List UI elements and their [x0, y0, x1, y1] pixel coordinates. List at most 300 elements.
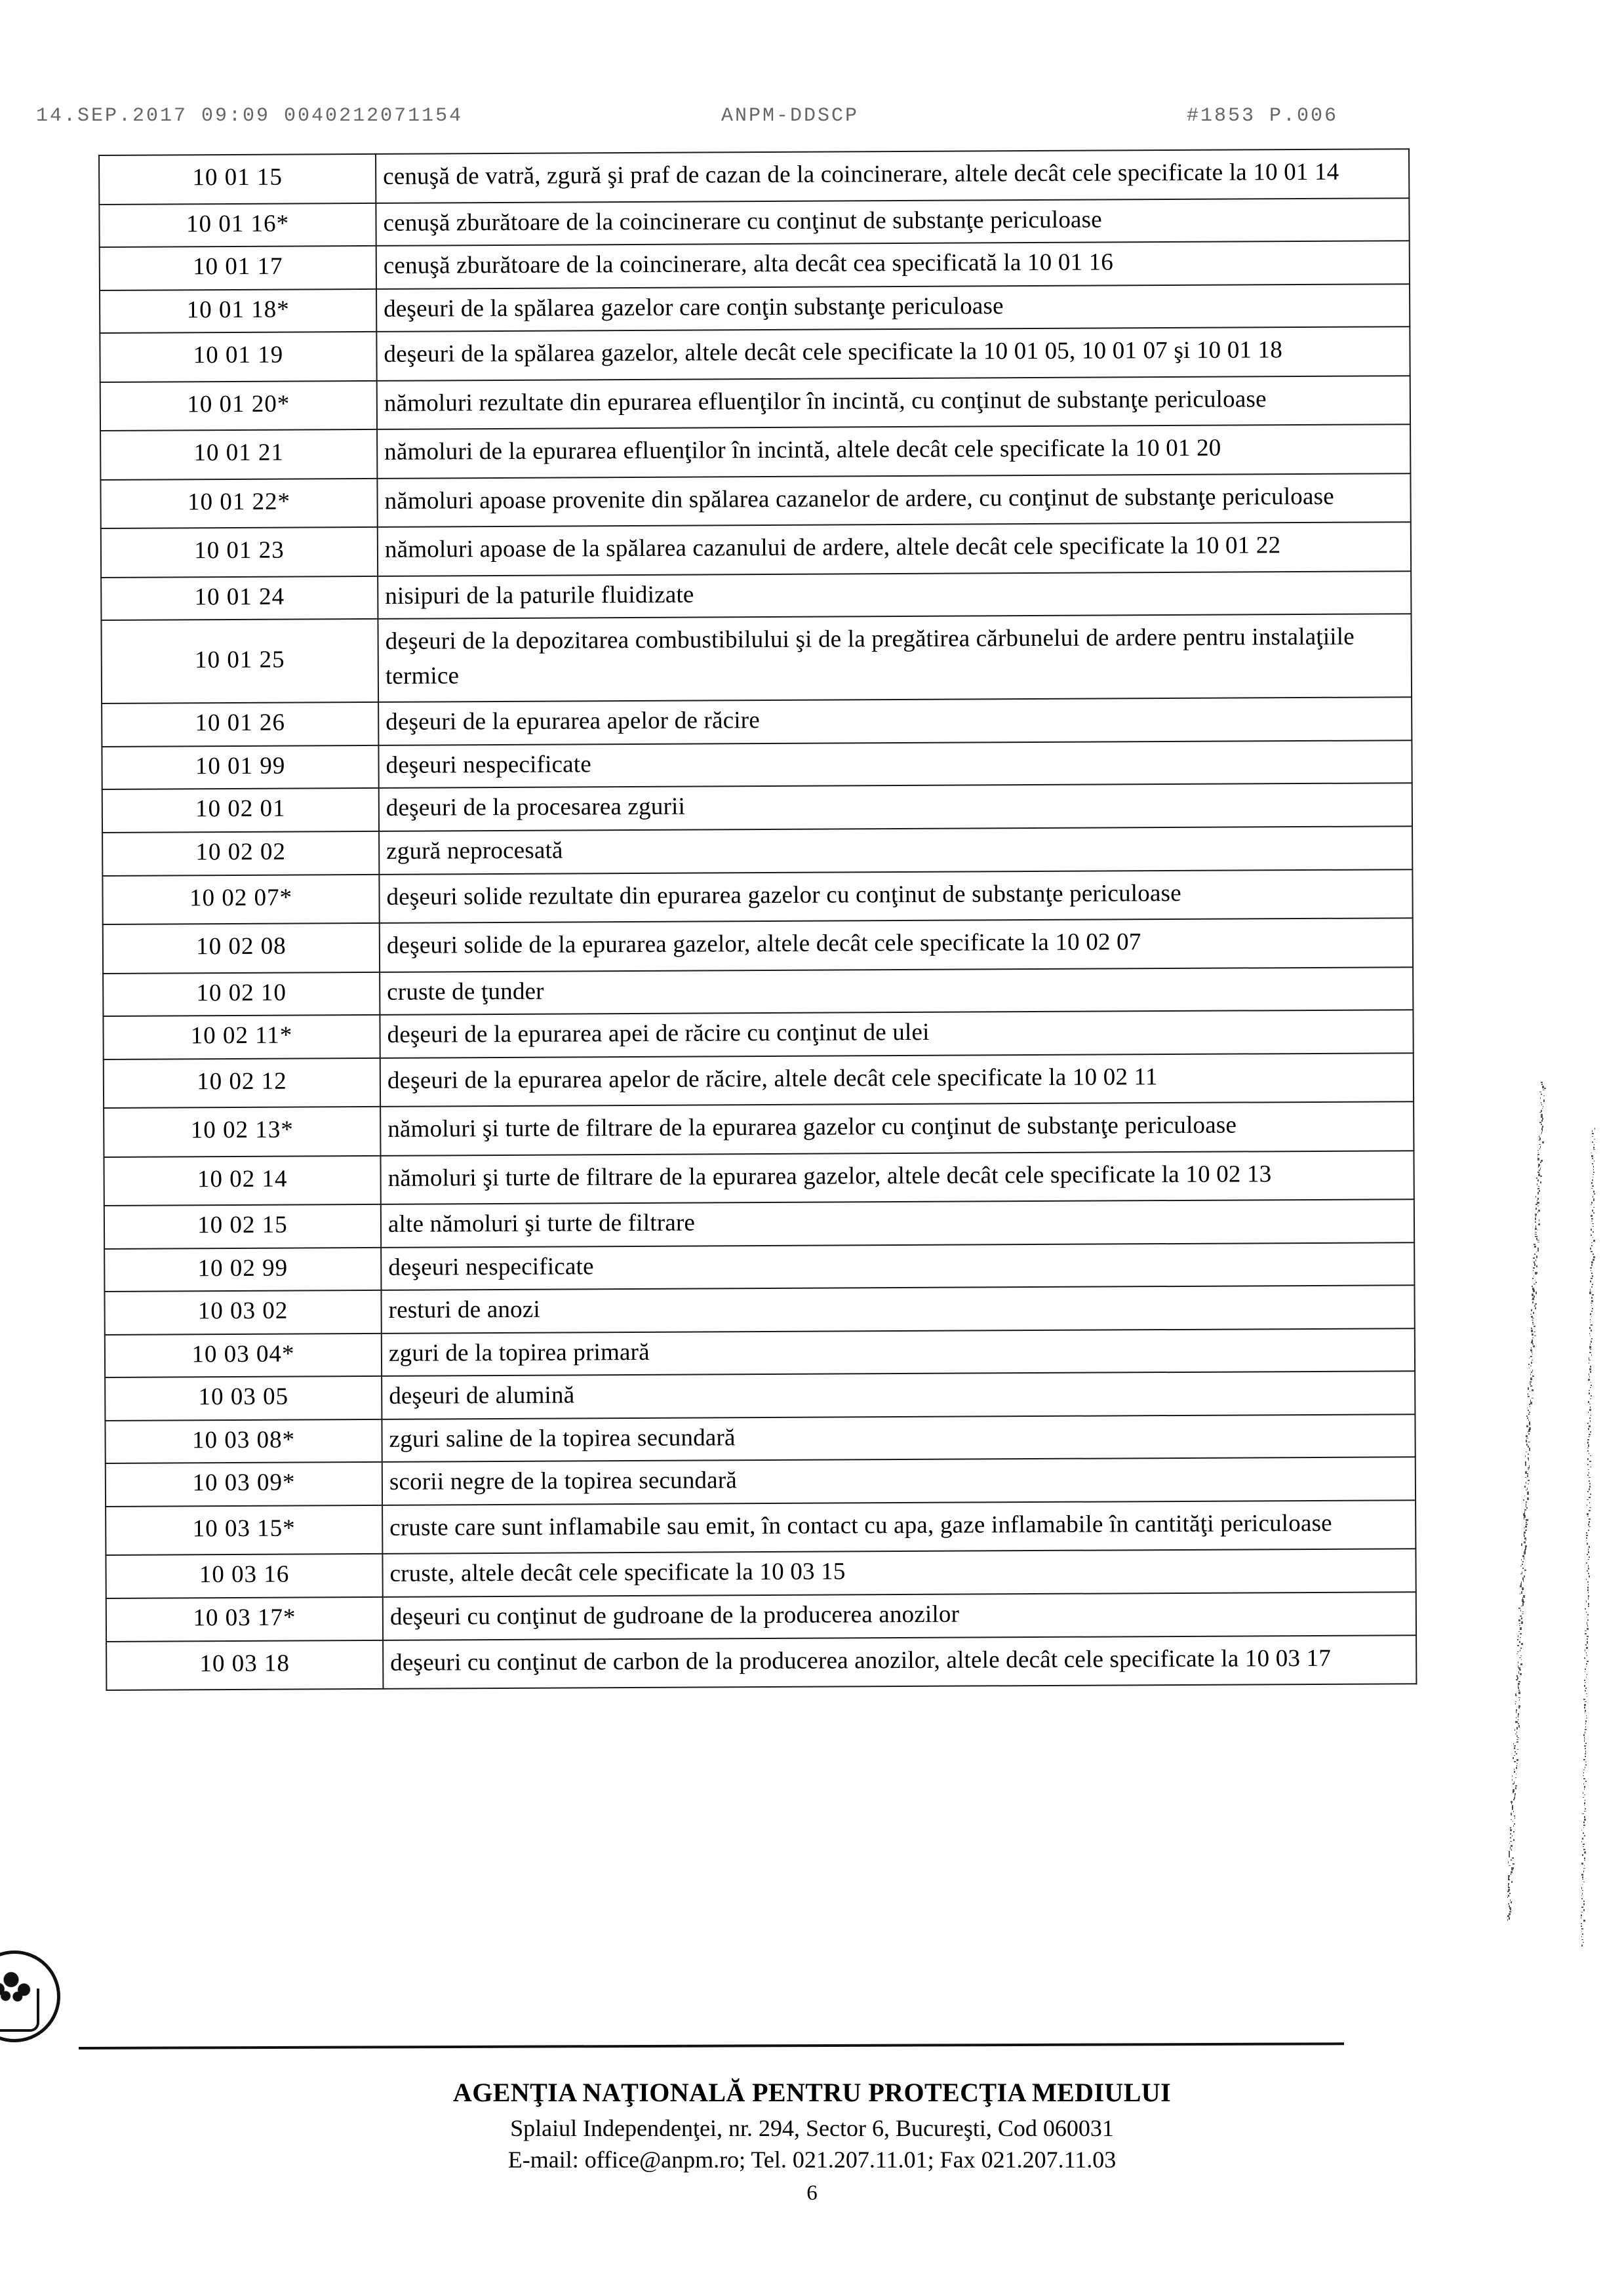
scan-artifact: [1528, 1480, 1529, 1481]
scan-artifact: [1587, 1513, 1589, 1515]
scan-artifact: [1583, 1942, 1584, 1943]
scan-artifact: [1536, 1256, 1537, 1258]
scan-artifact: [1587, 1636, 1588, 1637]
scan-artifact: [1509, 1855, 1510, 1857]
scan-artifact: [1525, 1455, 1526, 1457]
scan-artifact: [1537, 1154, 1540, 1155]
scan-artifact: [1585, 1743, 1587, 1745]
scan-artifact: [1515, 1733, 1516, 1735]
table-row: [100, 284, 1410, 333]
waste-description-cell: deşeuri cu conţinut de carbon de la producerea anozilor, altele decât cele specificate la 10 03 17: [383, 1635, 1416, 1689]
scan-artifact: [1535, 1232, 1537, 1233]
scan-artifact: [1515, 1751, 1516, 1752]
scan-artifact: [1528, 1467, 1530, 1469]
table-row: [100, 424, 1410, 479]
table-row: [100, 327, 1410, 382]
waste-code-cell: 10 01 25: [101, 619, 378, 703]
scan-artifact: [1587, 1543, 1588, 1545]
scan-artifact: [1511, 1873, 1512, 1875]
scan-artifact: [1534, 1276, 1535, 1277]
scan-artifact: [1518, 1619, 1520, 1621]
scan-artifact: [1590, 1319, 1591, 1321]
scan-artifact: [1533, 1345, 1534, 1347]
waste-description-cell: nămoluri şi turte de filtrare de la epurarea gazelor, altele decât cele specificate la 10 02 13: [380, 1151, 1414, 1204]
scan-artifact: [1585, 1633, 1587, 1634]
scan-artifact: [1531, 1330, 1532, 1332]
scan-artifact: [1516, 1739, 1518, 1740]
scan-artifact: [1516, 1727, 1518, 1729]
waste-description-cell: cruste, altele decât cele specificate la 10 03 15: [382, 1549, 1416, 1597]
scan-artifact: [1521, 1659, 1522, 1660]
waste-code-cell: 10 02 07*: [102, 874, 379, 924]
scan-artifact: [1591, 1235, 1593, 1236]
table-row: [104, 1199, 1414, 1248]
scan-artifact: [1594, 1128, 1595, 1130]
scan-artifact: [1587, 1439, 1589, 1440]
scan-artifact: [1584, 1851, 1586, 1853]
scan-artifact: [1530, 1385, 1532, 1387]
scan-artifact: [1585, 1669, 1586, 1670]
scan-artifact: [1593, 1174, 1594, 1175]
scan-artifact: [1589, 1346, 1591, 1348]
scan-artifact: [1594, 1193, 1595, 1195]
scan-artifact: [1538, 1186, 1539, 1187]
scan-artifact: [1534, 1254, 1535, 1255]
page-footer: [0, 2077, 1624, 2206]
scan-artifact: [1585, 1748, 1587, 1750]
footer-divider: [79, 2042, 1344, 2049]
waste-code-cell: 10 02 02: [102, 831, 379, 876]
scan-artifact: [1530, 1314, 1531, 1315]
scan-artifact: [1518, 1719, 1519, 1720]
waste-code-cell: 10 01 17: [100, 246, 376, 290]
scan-artifact: [1524, 1509, 1526, 1511]
scan-artifact: [1591, 1395, 1593, 1396]
scan-artifact: [1511, 1813, 1512, 1815]
scan-artifact: [1511, 1881, 1513, 1883]
scan-artifact: [1512, 1779, 1513, 1781]
scan-artifact: [1582, 1893, 1583, 1895]
waste-description-cell: nămoluri de la epurarea efluenţilor în incintă, altele decât cele specificate la 10 01 20: [377, 424, 1410, 478]
scan-artifact: [1591, 1261, 1593, 1263]
scan-artifact: [1593, 1191, 1594, 1193]
scan-artifact: [1584, 1794, 1585, 1795]
waste-code-cell: 10 02 01: [102, 788, 379, 833]
scan-artifact: [1511, 1819, 1512, 1820]
waste-description-cell: deşeuri de la spălarea gazelor care conţin substanţe periculoase: [376, 284, 1410, 332]
scan-artifact: [1535, 1217, 1537, 1220]
scan-artifact: [1526, 1425, 1528, 1427]
scan-artifact: [1517, 1652, 1519, 1653]
scan-artifact: [1587, 1628, 1589, 1631]
table-row: [104, 1151, 1414, 1206]
scan-artifact: [1593, 1254, 1594, 1255]
scan-artifact: [1535, 1216, 1537, 1217]
scan-artifact: [1582, 1813, 1584, 1815]
scan-artifact: [1516, 1753, 1517, 1754]
scan-artifact: [1527, 1494, 1529, 1495]
scan-artifact: [1540, 1098, 1541, 1099]
waste-description-cell: deşeuri solide rezultate din epurarea gazelor cu conţinut de substanţe periculoase: [379, 869, 1412, 923]
scan-artifact: [1585, 1726, 1587, 1728]
scan-artifact: [1591, 1188, 1593, 1189]
scan-artifact: [1522, 1564, 1523, 1565]
scan-artifact: [1586, 1693, 1587, 1695]
waste-description-cell: cenuşă zburătoare de la coincinerare cu conţinut de substanţe periculoase: [376, 198, 1409, 246]
scan-artifact: [1590, 1343, 1591, 1345]
scan-artifact: [1537, 1179, 1539, 1181]
scan-artifact: [1585, 1753, 1586, 1754]
scan-artifact: [1584, 1739, 1585, 1742]
waste-description-cell: deşeuri nespecificate: [381, 1242, 1414, 1290]
scan-artifact: [1517, 1639, 1518, 1640]
waste-description-cell: cenuşă zburătoare de la coincinerare, alta decât cea specificată la 10 01 16: [376, 241, 1410, 288]
scan-artifact: [1523, 1595, 1525, 1598]
scan-artifact: [1589, 1480, 1591, 1482]
scan-artifact: [1591, 1300, 1593, 1303]
scan-artifact: [1539, 1219, 1540, 1221]
scan-artifact: [1584, 1865, 1585, 1866]
scan-artifact: [1585, 1781, 1587, 1782]
scan-artifact: [1517, 1645, 1518, 1646]
scan-artifact: [1528, 1429, 1530, 1432]
scan-artifact: [1590, 1289, 1591, 1291]
scan-artifact: [1584, 1704, 1586, 1706]
scan-artifact: [1523, 1499, 1524, 1501]
scan-artifact: [1582, 1933, 1584, 1935]
waste-description-cell: nămoluri rezultate din epurarea efluenţilor în incintă, cu conţinut de substanţe periculoase: [377, 376, 1410, 429]
table-row: [105, 1372, 1415, 1421]
scan-artifact: [1586, 1562, 1587, 1564]
scan-artifact: [1591, 1341, 1592, 1343]
scan-artifact: [1588, 1606, 1589, 1607]
scan-artifact: [1585, 1710, 1586, 1712]
scan-artifact: [1518, 1692, 1520, 1694]
scan-artifact: [1521, 1543, 1522, 1546]
footer-contact: E-mail: office@anpm.ro; Tel. 021.207.11.01; Fax 021.207.11.03: [507, 2147, 1117, 2173]
scan-artifact: [1589, 1409, 1591, 1411]
waste-description-cell: nămoluri şi turte de filtrare de la epurarea gazelor cu conţinut de substanţe periculoase: [380, 1101, 1414, 1155]
scan-artifact: [1581, 1939, 1583, 1941]
scan-artifact: [1528, 1387, 1529, 1390]
scan-artifact: [1518, 1707, 1520, 1709]
scan-artifact: [1582, 1884, 1583, 1885]
waste-code-cell: 10 03 18: [106, 1640, 383, 1690]
scan-artifact: [1593, 1226, 1594, 1227]
scan-artifact: [1513, 1783, 1514, 1785]
waste-description-cell: deşeuri solide de la epurarea gazelor, altele decât cele specificate la 10 02 07: [380, 918, 1413, 972]
scan-artifact: [1587, 1641, 1588, 1643]
scan-artifact: [1589, 1472, 1590, 1474]
scan-artifact: [1589, 1352, 1591, 1353]
waste-code-cell: 10 01 22*: [100, 479, 377, 529]
scan-artifact: [1515, 1701, 1516, 1702]
scan-artifact: [1527, 1497, 1529, 1500]
scan-artifact: [1528, 1433, 1530, 1435]
scan-artifact: [1583, 1775, 1584, 1776]
scan-artifact: [1589, 1575, 1591, 1577]
scan-artifact: [1532, 1299, 1534, 1300]
scan-artifact: [1522, 1568, 1524, 1569]
scan-artifact: [1510, 1899, 1511, 1901]
waste-description-cell: nămoluri apoase de la spălarea cazanului de ardere, altele decât cele specificate la 10 01 22: [378, 522, 1411, 576]
scan-artifact: [1534, 1263, 1536, 1266]
scan-artifact: [1591, 1215, 1592, 1216]
scan-artifact: [1521, 1591, 1522, 1594]
scan-artifact: [1591, 1270, 1592, 1272]
scan-artifact: [1525, 1477, 1526, 1478]
scan-artifact: [1542, 1141, 1544, 1143]
agency-logo-partial: [0, 1950, 67, 2049]
table-row: [106, 1500, 1416, 1555]
scan-artifact: [1544, 1088, 1546, 1089]
scan-artifact: [1539, 1112, 1541, 1113]
scan-artifact: [1584, 1737, 1585, 1739]
scan-artifact: [1585, 1756, 1586, 1757]
scan-artifact: [1584, 1805, 1585, 1806]
scan-artifact: [1514, 1745, 1516, 1747]
scan-artifact: [1592, 1136, 1594, 1138]
scan-artifact: [1539, 1148, 1540, 1149]
waste-code-cell: 10 03 02: [104, 1290, 381, 1335]
scan-artifact: [1591, 1202, 1593, 1204]
scan-artifact: [1536, 1265, 1537, 1267]
scan-artifact: [1581, 1907, 1583, 1909]
scan-artifact: [1527, 1417, 1529, 1419]
scan-artifact: [1591, 1182, 1593, 1184]
scan-artifact: [1519, 1623, 1520, 1625]
waste-description-cell: deşeuri de la depozitarea combustibilului şi de la pregătirea cărbunelui de ardere pentru instalaţiile termice: [378, 614, 1412, 703]
scan-artifact: [1583, 1772, 1584, 1773]
scan-artifact: [1585, 1808, 1586, 1810]
page-number: 6: [806, 2181, 818, 2205]
scan-artifact: [1585, 1732, 1586, 1733]
scan-artifact: [1588, 1595, 1590, 1597]
scan-artifact: [1512, 1857, 1514, 1859]
waste-code-cell: 10 01 21: [100, 429, 377, 480]
scan-artifact: [1586, 1652, 1587, 1653]
table-row: [100, 241, 1410, 290]
scan-artifact: [1539, 1144, 1541, 1145]
scan-artifact: [1582, 1876, 1584, 1878]
scan-artifact: [1584, 1657, 1585, 1659]
scan-artifact: [1584, 1857, 1585, 1859]
scan-artifact: [1588, 1412, 1589, 1413]
scan-artifact: [1520, 1610, 1521, 1612]
scan-artifact: [1538, 1210, 1540, 1212]
scan-artifact: [1516, 1732, 1517, 1733]
scan-artifact: [1590, 1494, 1591, 1495]
scan-artifact: [1528, 1414, 1530, 1415]
scan-artifact: [1538, 1194, 1539, 1195]
scan-artifact: [1588, 1603, 1590, 1605]
scan-artifact: [1587, 1661, 1589, 1663]
scan-artifact: [1591, 1385, 1593, 1386]
waste-code-cell: 10 01 18*: [100, 289, 376, 334]
scan-artifact: [1590, 1336, 1591, 1337]
waste-description-cell: scorii negre de la topirea secundară: [382, 1457, 1416, 1505]
waste-code-cell: 10 03 16: [106, 1554, 382, 1598]
scan-artifact: [1589, 1434, 1591, 1436]
waste-description-cell: deşeuri de la epurarea apelor de răcire: [378, 698, 1412, 745]
scan-artifact: [1592, 1133, 1594, 1134]
scan-artifact: [1587, 1450, 1589, 1452]
scan-artifact: [1584, 1802, 1585, 1804]
scan-artifact: [1591, 1303, 1593, 1304]
footer-organization-name: AGENŢIA NAŢIONALĂ PENTRU PROTECŢIA MEDIULUI: [452, 2078, 1172, 2107]
scan-artifact: [1591, 1155, 1593, 1157]
scan-artifact: [1584, 1685, 1585, 1687]
scan-artifact: [1516, 1741, 1518, 1743]
scan-artifact: [1587, 1587, 1589, 1589]
table-row: [106, 1457, 1416, 1507]
scan-artifact: [1590, 1267, 1592, 1269]
scan-artifact: [1590, 1371, 1592, 1373]
scan-artifact: [1516, 1765, 1518, 1766]
scan-artifact: [1542, 1130, 1543, 1132]
scan-artifact: [1587, 1581, 1589, 1583]
scan-artifact: [1537, 1212, 1538, 1213]
scan-artifact: [1514, 1771, 1515, 1773]
scan-artifact: [1533, 1257, 1535, 1259]
scan-artifact: [1524, 1553, 1526, 1554]
scan-artifact: [1592, 1284, 1593, 1285]
scan-artifact: [1588, 1530, 1589, 1531]
scan-artifact: [1592, 1210, 1593, 1212]
waste-code-cell: 10 01 19: [100, 332, 376, 382]
scan-artifact: [1516, 1759, 1518, 1761]
table-row: [106, 1635, 1416, 1690]
waste-description-cell: cenuşă de vatră, zgură şi praf de cazan de la coincinerare, altele decât cele specificate la 10 01 14: [376, 149, 1409, 203]
scan-artifact: [1585, 1723, 1587, 1724]
waste-code-cell: 10 03 04*: [105, 1334, 382, 1378]
scan-artifact: [1592, 1223, 1594, 1224]
scan-artifact: [1537, 1240, 1539, 1241]
scan-artifact: [1524, 1570, 1526, 1571]
waste-code-cell: 10 02 14: [104, 1156, 380, 1206]
scan-artifact: [1528, 1459, 1530, 1461]
scan-artifact: [1585, 1688, 1586, 1689]
scan-artifact: [1581, 1898, 1583, 1899]
scan-artifact: [1588, 1444, 1590, 1447]
scan-artifact: [1528, 1419, 1530, 1421]
scan-artifact: [1592, 1141, 1593, 1143]
scan-artifact: [1591, 1251, 1593, 1253]
scan-artifact: [1524, 1541, 1525, 1543]
scan-artifact: [1586, 1666, 1587, 1667]
waste-code-cell: 10 03 17*: [106, 1597, 383, 1642]
waste-description-cell: cruste care sunt inflamabile sau emit, în contact cu apa, gaze inflamabile în cantităţi periculoase: [382, 1500, 1416, 1554]
table-row: [102, 869, 1412, 924]
scan-artifact: [1586, 1535, 1588, 1536]
scan-artifact: [1584, 1819, 1586, 1821]
scan-artifact: [1590, 1420, 1591, 1423]
scan-artifact: [1588, 1559, 1590, 1560]
scan-artifact: [1590, 1366, 1591, 1368]
scan-artifact: [1593, 1198, 1594, 1200]
waste-code-cell: 10 02 10: [103, 972, 380, 1016]
table-row: [102, 826, 1412, 875]
scan-artifact: [1589, 1425, 1591, 1427]
scan-artifact: [1587, 1491, 1589, 1492]
scan-artifact: [1589, 1518, 1591, 1520]
waste-code-cell: 10 01 24: [101, 576, 378, 621]
scan-artifact: [1539, 1190, 1540, 1193]
scan-artifact: [1581, 1841, 1582, 1842]
scan-artifact: [1585, 1767, 1586, 1768]
scan-artifact: [1516, 1679, 1518, 1680]
scan-artifact: [1591, 1218, 1593, 1219]
waste-description-cell: zguri saline de la topirea secundară: [382, 1414, 1415, 1462]
scan-artifact: [1593, 1207, 1594, 1208]
scan-artifact: [1537, 1172, 1539, 1173]
scan-artifact: [1533, 1267, 1535, 1269]
scan-artifact: [1539, 1170, 1540, 1171]
scan-artifact: [1520, 1650, 1521, 1652]
scan-artifact: [1514, 1769, 1515, 1770]
scan-artifact: [1592, 1158, 1593, 1159]
scan-artifact: [1589, 1393, 1591, 1395]
scan-artifact: [1537, 1250, 1539, 1252]
scan-artifact: [1511, 1845, 1513, 1847]
scan-artifact: [1538, 1166, 1539, 1168]
scan-artifact: [1522, 1597, 1523, 1598]
scan-artifact: [1584, 1816, 1585, 1818]
table-row: [106, 1592, 1416, 1641]
scan-artifact: [1509, 1917, 1510, 1920]
scan-artifact: [1526, 1507, 1528, 1509]
scan-artifact: [1586, 1647, 1587, 1649]
scan-artifact: [1582, 1854, 1583, 1856]
scan-artifact: [1584, 1835, 1585, 1836]
scan-artifact: [1543, 1099, 1545, 1102]
scan-artifact: [1515, 1695, 1517, 1696]
scan-artifact: [1528, 1393, 1529, 1395]
scan-artifact: [1535, 1208, 1537, 1210]
scan-artifact: [1526, 1415, 1528, 1417]
scan-artifact: [1513, 1863, 1515, 1865]
scan-artifact: [1528, 1410, 1529, 1411]
scan-artifact: [1589, 1521, 1591, 1523]
scan-artifact: [1534, 1246, 1535, 1248]
scan-artifact: [1583, 1849, 1585, 1850]
table-row: [105, 1328, 1415, 1377]
scan-artifact: [1508, 1895, 1509, 1896]
scan-artifact: [1593, 1149, 1595, 1150]
scan-artifact: [1533, 1290, 1535, 1292]
scan-artifact: [1530, 1374, 1531, 1375]
scan-artifact: [1589, 1417, 1591, 1419]
scan-artifact: [1517, 1749, 1518, 1750]
scan-artifact: [1515, 1703, 1516, 1705]
scan-artifact: [1587, 1423, 1589, 1424]
table-row: [99, 149, 1409, 204]
waste-description-cell: deşeuri de la spălarea gazelor, altele decât cele specificate la 10 01 05, 10 01 07 şi 10 01 18: [376, 327, 1410, 380]
scan-artifact: [1581, 1945, 1583, 1947]
waste-code-table: [98, 148, 1417, 1691]
scan-artifact: [1514, 1823, 1516, 1825]
scan-artifact: [1526, 1435, 1528, 1436]
scan-artifact: [1535, 1292, 1537, 1294]
scan-artifact: [1520, 1637, 1521, 1638]
scan-artifact: [1581, 1863, 1583, 1865]
scan-artifact: [1588, 1436, 1590, 1438]
scan-artifact: [1588, 1428, 1590, 1430]
waste-description-cell: deşeuri de la procesarea zgurii: [379, 783, 1412, 831]
waste-code-cell: 10 03 08*: [105, 1419, 382, 1464]
scan-artifact: [1589, 1507, 1591, 1508]
scan-artifact: [1541, 1082, 1543, 1083]
